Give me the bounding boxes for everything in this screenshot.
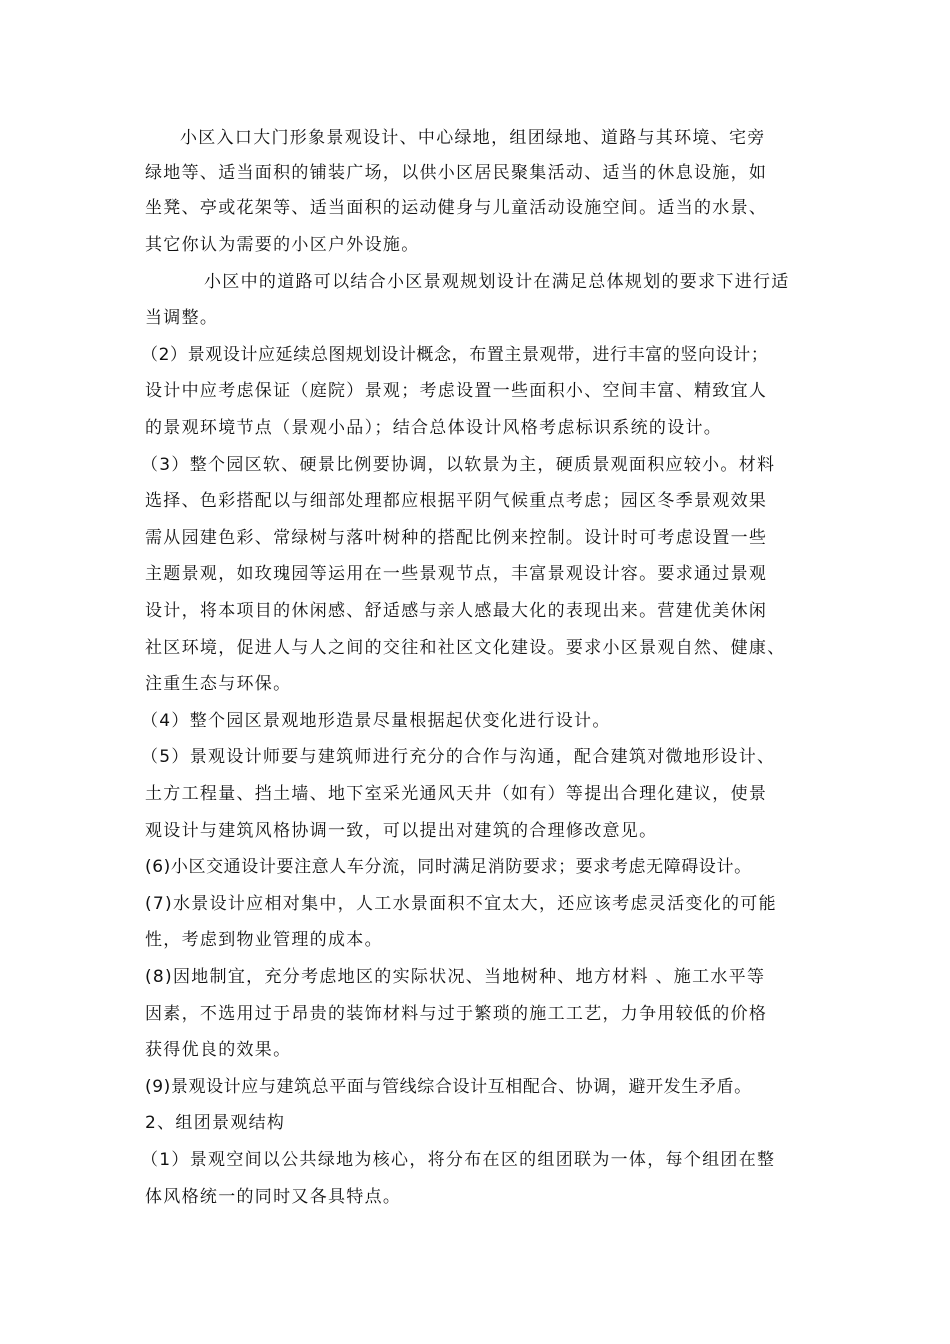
paragraph-line: 体风格统一的同时又各具特点。	[145, 1187, 402, 1207]
paragraph-line: 需从园建色彩、常绿树与落叶树种的搭配比例来控制。设计时可考虑设置一些	[145, 528, 768, 548]
paragraph-line: 注重生态与环保。	[145, 674, 292, 694]
paragraph-line: 小区中的道路可以结合小区景观规划设计在满足总体规划的要求下进行适	[204, 272, 790, 292]
paragraph-line: 设计，将本项目的休闲感、舒适感与亲人感最大化的表现出来。营建优美休闲	[145, 601, 768, 621]
list-item-line: （3）整个园区软、硬景比例要协调，以软景为主，硬质景观面积应较小。材料	[141, 455, 776, 475]
section-heading: 2、组团景观结构	[145, 1113, 286, 1133]
list-item-line: (9)景观设计应与建筑总平面与管线综合设计互相配合、协调，避开发生矛盾。	[145, 1077, 752, 1097]
list-item-line: （1）景观空间以公共绿地为核心，将分布在区的组团联为一体，每个组团在整	[141, 1150, 776, 1170]
paragraph-line: 设计中应考虑保证（庭院）景观；考虑设置一些面积小、空间丰富、精致宜人	[145, 381, 768, 401]
paragraph-line: 土方工程量、挡土墙、地下室采光通风天井（如有）等提出合理化建议，使景	[145, 784, 768, 804]
paragraph-line: 获得优良的效果。	[145, 1040, 292, 1060]
list-item-line: (8)因地制宜，充分考虑地区的实际状况、当地树种、地方材料 、施工水平等	[145, 967, 766, 987]
paragraph-line: 主题景观，如玫瑰园等运用在一些景观节点，丰富景观设计容。要求通过景观	[145, 564, 768, 584]
list-item-line: （2）景观设计应延续总图规划设计概念，布置主景观带，进行丰富的竖向设计；	[141, 345, 769, 365]
list-item-line: （5）景观设计师要与建筑师进行充分的合作与沟通，配合建筑对微地形设计、	[141, 747, 776, 767]
paragraph-line: 其它你认为需要的小区户外设施。	[145, 235, 420, 255]
list-item-line: (7)水景设计应相对集中，人工水景面积不宜太大，还应该考虑灵活变化的可能	[145, 894, 777, 914]
paragraph-line: 当调整。	[145, 308, 219, 328]
paragraph-line: 性，考虑到物业管理的成本。	[145, 930, 383, 950]
paragraph-line: 选择、色彩搭配以与细部处理都应根据平阴气候重点考虑；园区冬季景观效果	[145, 491, 768, 511]
list-item-line: (6)小区交通设计要注意人车分流，同时满足消防要求；要求考虑无障碍设计。	[145, 857, 752, 877]
list-item-line: （4）整个园区景观地形造景尽量根据起伏变化进行设计。	[141, 711, 611, 731]
paragraph-line: 绿地等、适当面积的铺装广场，以供小区居民聚集活动、适当的休息设施，如	[145, 163, 768, 183]
paragraph-line: 的景观环境节点（景观小品）；结合总体设计风格考虑标识系统的设计。	[145, 418, 723, 438]
paragraph-line: 坐凳、亭或花架等、适当面积的运动健身与儿童活动设施空间。适当的水景、	[145, 198, 768, 218]
paragraph-line: 小区入口大门形象景观设计、中心绿地，组团绿地、道路与其环境、宅旁	[180, 128, 766, 148]
paragraph-line: 因素，不选用过于昂贵的装饰材料与过于繁琐的施工工艺，力争用较低的价格	[145, 1004, 768, 1024]
paragraph-line: 社区环境，促进人与人之间的交往和社区文化建设。要求小区景观自然、健康、	[145, 638, 786, 658]
paragraph-line: 观设计与建筑风格协调一致，可以提出对建筑的合理修改意见。	[145, 821, 658, 841]
